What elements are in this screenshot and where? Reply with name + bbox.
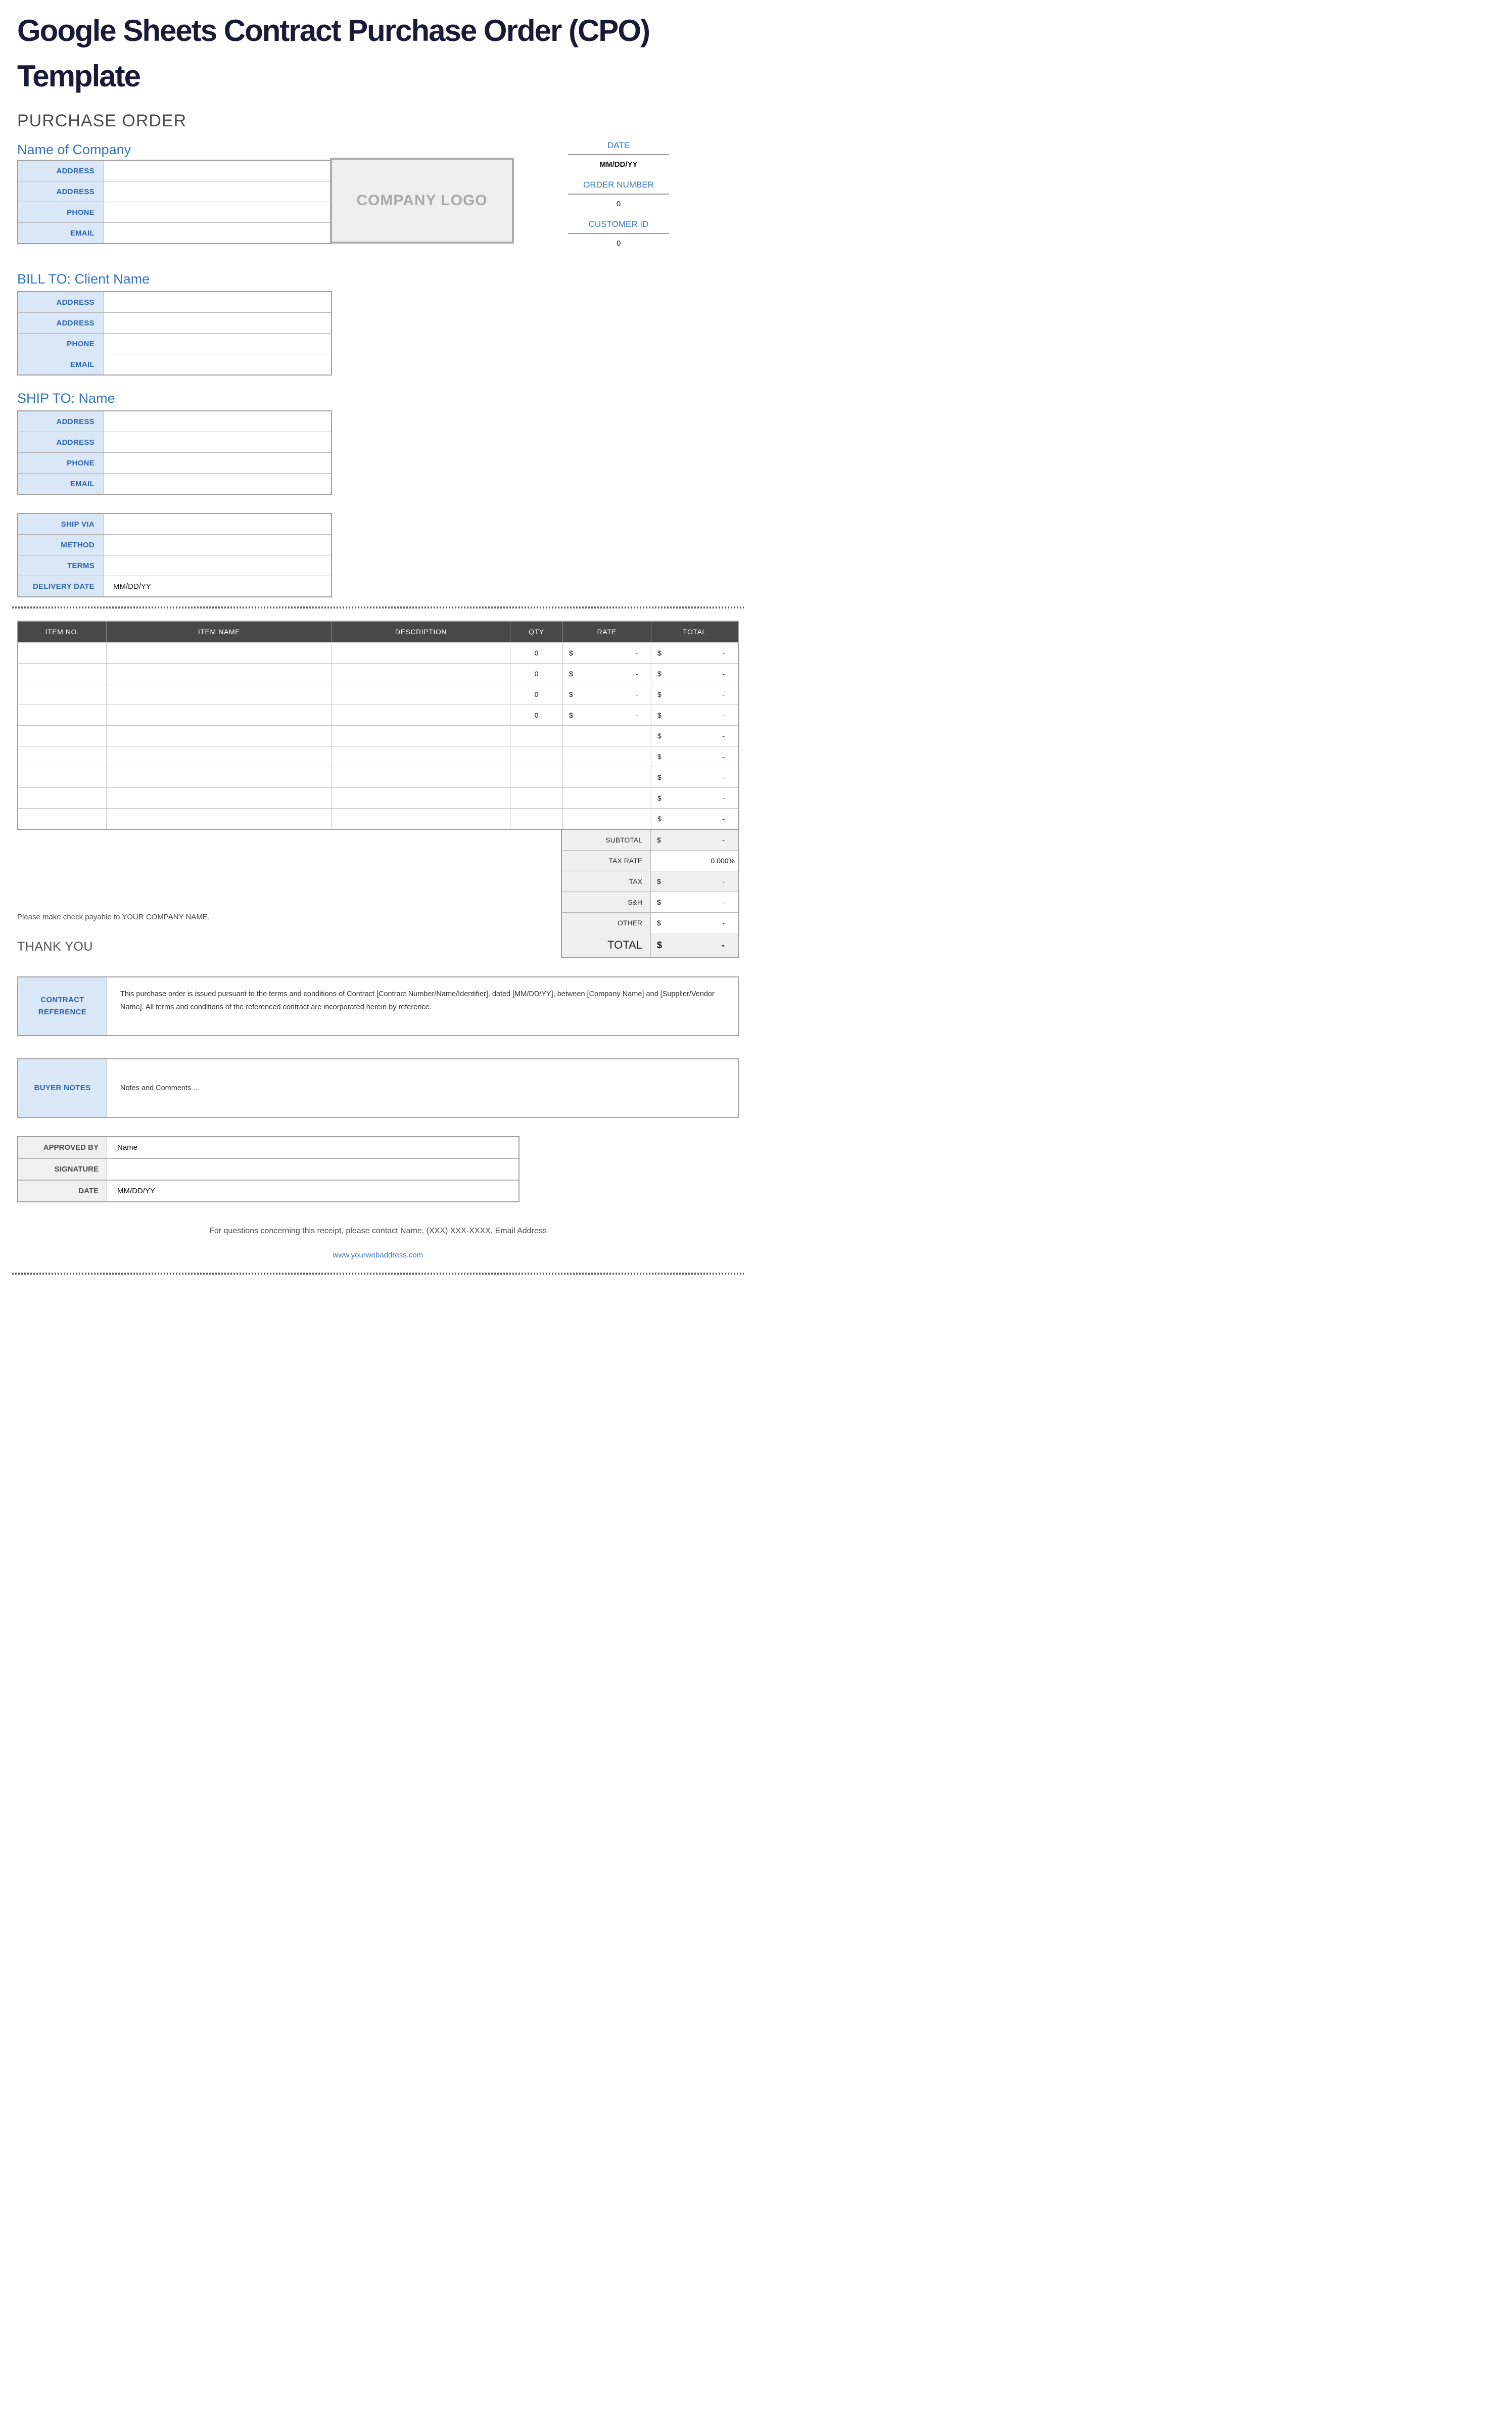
field-label: ADDRESS xyxy=(18,432,104,452)
item-cell-total[interactable] xyxy=(651,684,738,705)
currency-symbol: $ xyxy=(657,753,662,761)
currency-symbol: $ xyxy=(657,649,662,657)
order-info-field xyxy=(568,219,669,248)
currency-symbol: $ xyxy=(657,773,662,781)
currency-symbol: $ xyxy=(569,670,573,678)
field-label: PHONE xyxy=(18,334,104,354)
rate-value: - xyxy=(635,670,638,678)
field-value-cell[interactable] xyxy=(104,555,331,576)
item-cell-qty[interactable] xyxy=(510,746,563,767)
contract-reference-block xyxy=(17,976,739,1036)
currency-symbol: $ xyxy=(657,732,662,740)
grand-total-value: - xyxy=(722,940,725,950)
rate-value: - xyxy=(635,690,638,698)
field-label: METHOD xyxy=(18,535,104,555)
item-cell-rate[interactable] xyxy=(563,684,651,705)
item-cell-description[interactable] xyxy=(332,726,510,746)
field-value-cell[interactable] xyxy=(104,514,331,534)
buyer-notes-block xyxy=(17,1058,739,1118)
order-info-panel xyxy=(568,141,669,259)
payable-column xyxy=(17,829,561,958)
item-cell-no[interactable] xyxy=(18,746,107,767)
approval-value-cell[interactable]: Name xyxy=(117,1143,138,1152)
field-value-cell[interactable] xyxy=(104,453,331,473)
item-cell-name[interactable] xyxy=(107,767,332,787)
currency-symbol: $ xyxy=(657,836,661,844)
items-table xyxy=(17,621,739,830)
item-cell-rate[interactable] xyxy=(563,643,651,663)
field-value-cell[interactable] xyxy=(104,223,331,243)
field-label: SHIP VIA xyxy=(18,514,104,534)
total-value: - xyxy=(722,649,725,657)
totals-label: SUBTOTAL xyxy=(562,830,651,850)
field-label: EMAIL xyxy=(18,474,104,494)
total-value: - xyxy=(722,690,725,698)
total-value: - xyxy=(722,670,725,678)
currency-symbol: $ xyxy=(657,898,661,906)
item-row xyxy=(18,787,738,808)
table-row xyxy=(18,452,331,473)
approval-table xyxy=(17,1136,519,1202)
table-row xyxy=(18,534,331,555)
field-label: TERMS xyxy=(18,555,104,576)
item-row xyxy=(18,808,738,829)
order-info-value[interactable]: 0 xyxy=(616,200,621,208)
item-cell-qty[interactable]: 0 xyxy=(510,643,563,663)
grand-total-row xyxy=(562,933,738,957)
item-cell-total[interactable] xyxy=(651,664,738,684)
totals-value: - xyxy=(722,898,725,906)
field-value-cell[interactable] xyxy=(104,202,331,222)
item-cell-name[interactable] xyxy=(107,705,332,725)
field-label: DELIVERY DATE xyxy=(18,576,104,596)
field-value-cell[interactable] xyxy=(104,354,331,375)
item-cell-description[interactable] xyxy=(332,767,510,787)
field-label: EMAIL xyxy=(18,354,104,375)
header-description: DESCRIPTION xyxy=(332,622,510,642)
field-label: EMAIL xyxy=(18,223,104,243)
totals-value-cell[interactable] xyxy=(651,830,738,850)
table-row xyxy=(18,292,331,312)
item-cell-qty[interactable] xyxy=(510,788,563,808)
item-cell-description[interactable] xyxy=(332,788,510,808)
thank-you-text: THANK YOU xyxy=(17,940,93,954)
totals-value-cell[interactable] xyxy=(651,892,738,912)
item-cell-total[interactable] xyxy=(651,726,738,746)
order-info-field xyxy=(568,180,669,208)
total-value: - xyxy=(722,732,725,740)
field-label: ADDRESS xyxy=(18,161,104,181)
field-value-cell[interactable] xyxy=(104,161,331,181)
approval-row xyxy=(18,1158,518,1180)
table-row xyxy=(18,333,331,354)
totals-value: - xyxy=(722,836,725,844)
totals-label: TAX RATE xyxy=(562,851,651,871)
item-row xyxy=(18,705,738,725)
approval-value-cell[interactable]: MM/DD/YY xyxy=(117,1187,155,1195)
contract-reference-label: CONTRACT REFERENCE xyxy=(18,977,107,1035)
item-cell-name[interactable] xyxy=(107,746,332,767)
contract-reference-text[interactable]: This purchase order is issued pursuant to the terms and conditions of Contract [Contract Number/Name/Identifier], dated [MM/DD/YY], between [Company Name] and [Supplier/Vendor Name]. All terms and conditions of the referenced contract are incorporated herein by reference. xyxy=(120,990,715,1012)
rate-value: - xyxy=(635,649,638,657)
bill-to-table xyxy=(17,291,332,376)
approval-label: APPROVED BY xyxy=(18,1137,107,1158)
totals-value: - xyxy=(722,919,725,927)
item-row xyxy=(18,767,738,787)
item-cell-qty[interactable]: 0 xyxy=(510,705,563,725)
rate-value: - xyxy=(635,711,638,719)
item-cell-total[interactable] xyxy=(651,705,738,725)
footer-contact-text: For questions concerning this receipt, please contact Name, (XXX) XXX-XXXX, Email Address xyxy=(209,1227,547,1235)
item-cell-name[interactable] xyxy=(107,788,332,808)
totals-value: 0.000% xyxy=(711,857,735,865)
field-label: PHONE xyxy=(18,453,104,473)
field-value-cell[interactable] xyxy=(104,181,331,202)
totals-table xyxy=(561,829,739,958)
total-value: - xyxy=(722,794,725,802)
item-cell-description[interactable] xyxy=(332,705,510,725)
table-row xyxy=(18,354,331,375)
header-item-name: ITEM NAME xyxy=(107,622,332,642)
item-cell-no[interactable] xyxy=(18,684,107,705)
item-cell-qty[interactable] xyxy=(510,767,563,787)
header-rate: RATE xyxy=(563,622,651,642)
currency-symbol: $ xyxy=(657,670,662,678)
table-row xyxy=(18,576,331,596)
currency-symbol: $ xyxy=(657,919,661,927)
totals-value-cell[interactable] xyxy=(651,871,738,892)
totals-row xyxy=(562,871,738,892)
field-label: PHONE xyxy=(18,202,104,222)
table-row xyxy=(18,181,331,202)
field-label: ADDRESS xyxy=(18,292,104,312)
item-cell-description[interactable] xyxy=(332,746,510,767)
currency-symbol: $ xyxy=(569,649,573,657)
item-cell-name[interactable] xyxy=(107,664,332,684)
item-cell-rate[interactable] xyxy=(563,705,651,725)
field-value-cell[interactable] xyxy=(104,313,331,333)
page-title: Google Sheets Contract Purchase Order (CPO) Template xyxy=(17,14,649,93)
total-value: - xyxy=(722,773,725,781)
table-row xyxy=(18,555,331,576)
totals-label: TAX xyxy=(562,871,651,892)
grand-total-label: TOTAL xyxy=(562,933,651,957)
item-cell-name[interactable] xyxy=(107,809,332,829)
item-cell-name[interactable] xyxy=(107,643,332,663)
field-value-cell[interactable]: MM/DD/YY xyxy=(113,582,151,591)
field-value-cell[interactable] xyxy=(104,411,331,432)
items-table-body xyxy=(18,643,738,829)
currency-symbol: $ xyxy=(569,690,573,698)
item-cell-total[interactable] xyxy=(651,643,738,663)
item-cell-rate[interactable] xyxy=(563,664,651,684)
table-row xyxy=(18,514,331,534)
item-cell-qty[interactable]: 0 xyxy=(510,664,563,684)
item-cell-no[interactable] xyxy=(18,767,107,787)
item-cell-no[interactable] xyxy=(18,809,107,829)
item-cell-total[interactable] xyxy=(651,767,738,787)
item-cell-no[interactable] xyxy=(18,788,107,808)
item-cell-total[interactable] xyxy=(651,746,738,767)
approval-label: SIGNATURE xyxy=(18,1159,107,1180)
totals-row xyxy=(562,850,738,871)
approval-value-cell[interactable] xyxy=(107,1159,518,1180)
totals-value-cell[interactable] xyxy=(651,851,738,871)
item-cell-description[interactable] xyxy=(332,643,510,663)
item-cell-description[interactable] xyxy=(332,809,510,829)
field-value-cell[interactable] xyxy=(104,474,331,494)
item-row xyxy=(18,684,738,705)
order-info-field xyxy=(568,141,669,169)
company-name-heading[interactable]: Name of Company xyxy=(17,142,131,157)
dotted-divider xyxy=(12,606,744,608)
item-row xyxy=(18,643,738,663)
totals-row xyxy=(562,830,738,850)
item-cell-no[interactable] xyxy=(18,643,107,663)
totals-value-cell[interactable] xyxy=(651,913,738,933)
field-label: ADDRESS xyxy=(18,181,104,202)
field-value-cell[interactable] xyxy=(104,432,331,452)
item-cell-rate[interactable] xyxy=(563,726,651,746)
item-row xyxy=(18,663,738,684)
total-value: - xyxy=(722,753,725,761)
grand-total-value-cell[interactable] xyxy=(651,933,738,957)
check-payable-note: Please make check payable to YOUR COMPANY NAME. xyxy=(17,913,210,921)
dotted-divider xyxy=(12,1273,744,1275)
currency-symbol: $ xyxy=(569,711,573,719)
item-cell-rate[interactable] xyxy=(563,809,651,829)
ship-to-heading[interactable]: SHIP TO: Name xyxy=(17,391,115,406)
field-label: ADDRESS xyxy=(18,411,104,432)
document-page xyxy=(17,0,739,1275)
item-cell-name[interactable] xyxy=(107,684,332,705)
currency-symbol: $ xyxy=(657,877,661,885)
currency-symbol: $ xyxy=(657,815,662,823)
item-cell-qty[interactable]: 0 xyxy=(510,684,563,705)
table-row xyxy=(18,202,331,222)
currency-symbol: $ xyxy=(657,794,662,802)
bill-to-heading[interactable]: BILL TO: Client Name xyxy=(17,271,150,287)
item-cell-description[interactable] xyxy=(332,684,510,705)
field-label: ADDRESS xyxy=(18,313,104,333)
item-cell-name[interactable] xyxy=(107,726,332,746)
item-cell-rate[interactable] xyxy=(563,788,651,808)
totals-row xyxy=(562,912,738,933)
item-cell-rate[interactable] xyxy=(563,746,651,767)
total-value: - xyxy=(722,815,725,823)
currency-symbol: $ xyxy=(657,711,662,719)
order-info-label: CUSTOMER ID xyxy=(568,219,669,234)
item-cell-no[interactable] xyxy=(18,664,107,684)
approval-row xyxy=(18,1180,518,1201)
table-row xyxy=(18,161,331,181)
summary-section xyxy=(17,829,739,958)
header-item-no: ITEM NO. xyxy=(18,622,107,642)
total-value: - xyxy=(722,711,725,719)
buyer-notes-text[interactable]: Notes and Comments ... xyxy=(120,1084,200,1092)
table-row xyxy=(18,432,331,452)
currency-symbol: $ xyxy=(657,690,662,698)
item-cell-no[interactable] xyxy=(18,726,107,746)
table-row xyxy=(18,312,331,333)
approval-label: DATE xyxy=(18,1181,107,1201)
item-row xyxy=(18,746,738,767)
item-cell-qty[interactable] xyxy=(510,726,563,746)
item-cell-rate[interactable] xyxy=(563,767,651,787)
header-total: TOTAL xyxy=(683,628,706,636)
purchase-order-title: PURCHASE ORDER xyxy=(17,111,187,130)
header-qty: QTY xyxy=(510,622,563,642)
table-row xyxy=(18,222,331,243)
company-info-table xyxy=(17,160,332,244)
item-cell-total[interactable] xyxy=(651,809,738,829)
item-cell-total[interactable] xyxy=(651,788,738,808)
table-row xyxy=(18,411,331,432)
items-table-header xyxy=(18,622,738,643)
item-cell-description[interactable] xyxy=(332,664,510,684)
field-value-cell[interactable] xyxy=(104,334,331,354)
field-value-cell[interactable] xyxy=(104,535,331,555)
totals-label: S&H xyxy=(562,892,651,912)
item-cell-no[interactable] xyxy=(18,705,107,725)
buyer-notes-label: BUYER NOTES xyxy=(18,1059,107,1117)
order-info-label: ORDER NUMBER xyxy=(568,180,669,195)
company-logo-placeholder[interactable]: COMPANY LOGO xyxy=(330,158,514,244)
totals-row xyxy=(562,892,738,912)
order-info-value[interactable]: 0 xyxy=(616,239,621,248)
table-row xyxy=(18,473,331,494)
footer-web-link[interactable]: www.yourwebaddress.com xyxy=(333,1251,423,1259)
order-info-label: DATE xyxy=(568,141,669,155)
shipping-details-table xyxy=(17,513,332,597)
order-info-value[interactable]: MM/DD/YY xyxy=(599,160,638,169)
field-value-cell[interactable] xyxy=(104,292,331,312)
currency-symbol: $ xyxy=(657,940,663,950)
approval-row xyxy=(18,1137,518,1158)
ship-to-table xyxy=(17,410,332,495)
totals-label: OTHER xyxy=(562,913,651,933)
item-cell-qty[interactable] xyxy=(510,809,563,829)
item-row xyxy=(18,725,738,746)
totals-value: - xyxy=(722,877,725,885)
